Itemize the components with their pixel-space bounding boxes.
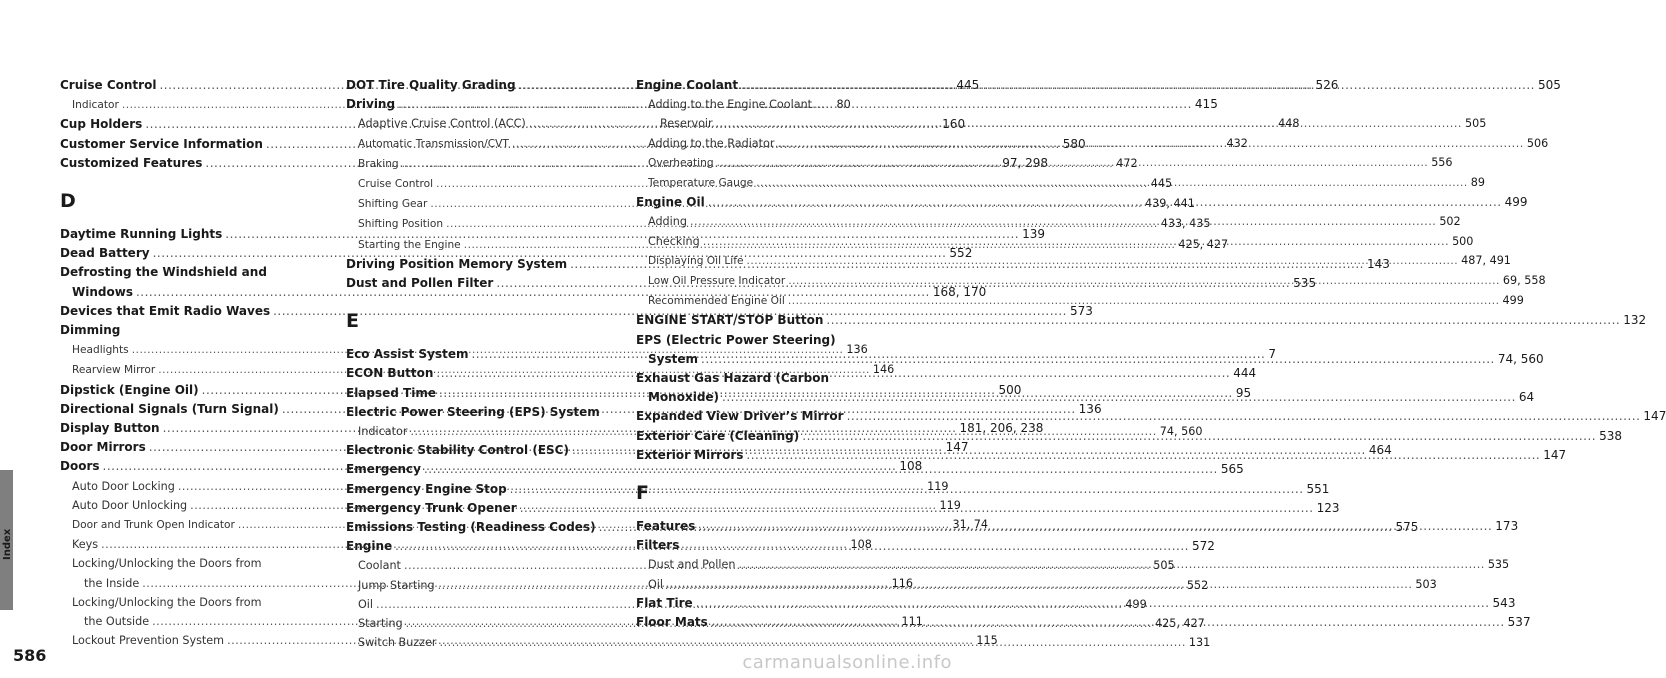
index-subentry[interactable]: Oil ..... 499: [346, 595, 616, 614]
index-entry[interactable]: Door Mirrors ..... 147: [60, 438, 330, 457]
index-subentry[interactable]: Displaying Oil Life ..... 487, 491: [636, 251, 906, 271]
index-subentry[interactable]: Lockout Prevention System ..... 115: [60, 631, 330, 650]
section-letter-d: D: [60, 190, 76, 213]
index-subentry[interactable]: Recommended Engine Oil ..... 499: [636, 291, 906, 311]
index-subentry[interactable]: Rearview Mirror ..... 146: [60, 360, 330, 380]
index-subentry[interactable]: Coolant ..... 505: [346, 556, 616, 575]
index-entry[interactable]: Emergency ..... 565: [346, 460, 616, 479]
index-subentry[interactable]: Shifting Gear ..... 439, 441: [346, 194, 616, 214]
index-entry-heading: Defrosting the Windshield and: [60, 265, 267, 280]
index-entry[interactable]: Customized Features ..... 97, 298: [60, 154, 330, 173]
index-subentry[interactable]: Adding to the Radiator ..... 506: [636, 134, 906, 153]
section-letter-f: F: [636, 482, 649, 505]
index-entry[interactable]: Devices that Emit Radio Waves ..... 573: [60, 302, 330, 321]
index-subentry[interactable]: Automatic Transmission/CVT ..... 432: [346, 134, 616, 154]
index-entry[interactable]: Emergency Trunk Opener ..... 123: [346, 499, 616, 518]
index-entry[interactable]: Engine Oil ..... 499: [636, 193, 906, 212]
index-tab-label: Index: [2, 528, 13, 560]
index-entry[interactable]: System ..... 74, 560: [636, 350, 906, 369]
index-subentry[interactable]: Braking ..... 472: [346, 154, 616, 174]
index-subentry[interactable]: Door and Trunk Open Indicator ..... 31, 74: [60, 515, 330, 535]
index-entry[interactable]: ENGINE START/STOP Button ..... 132: [636, 311, 906, 330]
index-entry[interactable]: Cup Holders ..... 160: [60, 115, 330, 134]
index-subentry[interactable]: Low Oil Pressure Indicator ..... 69, 558: [636, 271, 906, 291]
index-subentry[interactable]: Starting the Engine ..... 425, 427: [346, 235, 616, 255]
index-entry-heading: Filters: [636, 538, 680, 553]
index-subentry[interactable]: Starting ..... 425, 427: [346, 614, 616, 633]
index-entry[interactable]: Directional Signals (Turn Signal) ..... 136: [60, 400, 330, 419]
index-entry[interactable]: Elapsed Time ..... 95: [346, 384, 616, 403]
index-subentry[interactable]: Jump Starting ..... 552: [346, 576, 616, 595]
index-entry[interactable]: Emissions Testing (Readiness Codes) ..... 575: [346, 518, 616, 537]
index-entry[interactable]: Windows ..... 168, 170: [60, 283, 330, 302]
index-subentry[interactable]: Overheating ..... 556: [636, 153, 906, 173]
index-entry[interactable]: Cruise Control ..... 445: [60, 76, 330, 95]
index-subentry[interactable]: Oil ..... 503: [636, 575, 906, 594]
index-entry[interactable]: Engine Coolant ..... 505: [636, 76, 906, 95]
index-entry[interactable]: Dipstick (Engine Oil) ..... 500: [60, 381, 330, 400]
index-subentry[interactable]: Adding ..... 502: [636, 212, 906, 231]
index-entry[interactable]: Flat Tire ..... 543: [636, 594, 906, 613]
index-entry[interactable]: Doors ..... 108: [60, 457, 330, 476]
index-subentry[interactable]: Auto Door Locking ..... 119: [60, 477, 330, 496]
index-subentry[interactable]: Adaptive Cruise Control (ACC) ..... 448: [346, 114, 616, 133]
index-entry[interactable]: Expanded View Driver’s Mirror ..... 147: [636, 407, 906, 426]
index-subentry[interactable]: Switch Buzzer ..... 131: [346, 633, 616, 652]
index-subentry[interactable]: Checking ..... 500: [636, 232, 906, 251]
index-entry[interactable]: Exterior Care (Cleaning) ..... 538: [636, 427, 906, 446]
index-entry[interactable]: Dead Battery ..... 552: [60, 244, 330, 263]
index-entry[interactable]: ECON Button ..... 444: [346, 364, 616, 383]
index-entry[interactable]: Customer Service Information ..... 580: [60, 135, 330, 154]
index-entry-heading: Dimming: [60, 323, 121, 338]
index-entry-heading: Exhaust Gas Hazard (Carbon: [636, 371, 830, 386]
index-subentry-heading: Locking/Unlocking the Doors from: [72, 595, 262, 609]
index-subentry[interactable]: Reservoir ..... 505: [636, 114, 906, 133]
index-entry-heading: EPS (Electric Power Steering): [636, 332, 836, 347]
index-subentry[interactable]: Indicator ..... 74, 560: [346, 422, 616, 441]
index-subentry[interactable]: Temperature Gauge ..... 89: [636, 173, 906, 193]
index-entry[interactable]: Daytime Running Lights ..... 139: [60, 225, 330, 244]
index-subentry[interactable]: Headlights ..... 136: [60, 340, 330, 360]
index-subentry[interactable]: Shifting Position ..... 433, 435: [346, 214, 616, 234]
index-subentry[interactable]: Auto Door Unlocking ..... 119: [60, 496, 330, 515]
index-subentry-heading: Locking/Unlocking the Doors from: [72, 557, 262, 571]
index-entry[interactable]: Display Button ..... 181, 206, 238: [60, 419, 330, 438]
index-entry[interactable]: Engine ..... 572: [346, 537, 616, 556]
index-subentry[interactable]: the Inside ..... 116: [60, 574, 330, 593]
index-subentry[interactable]: Indicator ..... 80: [60, 95, 330, 115]
index-entry[interactable]: Dust and Pollen Filter ..... 535: [346, 274, 616, 293]
index-entry[interactable]: Monoxide) ..... 64: [636, 388, 906, 407]
index-entry[interactable]: Exterior Mirrors ..... 147: [636, 446, 906, 465]
index-entry[interactable]: Driving Position Memory System ..... 143: [346, 255, 616, 274]
index-entry[interactable]: Floor Mats ..... 537: [636, 613, 906, 632]
index-subentry[interactable]: Dust and Pollen ..... 535: [636, 555, 906, 574]
index-entry[interactable]: Emergency Engine Stop ..... 551: [346, 480, 616, 499]
index-subentry-heading: Adding to the Engine Coolant: [648, 98, 813, 112]
index-entry[interactable]: Driving ..... 415: [346, 95, 616, 114]
index-subentry[interactable]: Cruise Control ..... 445: [346, 174, 616, 194]
index-entry[interactable]: Eco Assist System ..... 7: [346, 345, 616, 364]
index-entry[interactable]: DOT Tire Quality Grading ..... 526: [346, 76, 616, 95]
watermark: carmanualsonline.info: [742, 652, 952, 673]
index-entry[interactable]: Electronic Stability Control (ESC) ..... 464: [346, 441, 616, 460]
index-entry-heading: Electric Power Steering (EPS) System: [346, 404, 600, 419]
index-subentry[interactable]: Keys ..... 108: [60, 535, 330, 554]
section-letter-e: E: [346, 310, 359, 333]
page-number: 586: [13, 646, 47, 665]
index-subentry[interactable]: the Outside ..... 111: [60, 612, 330, 631]
index-entry[interactable]: Features ..... 173: [636, 517, 906, 536]
